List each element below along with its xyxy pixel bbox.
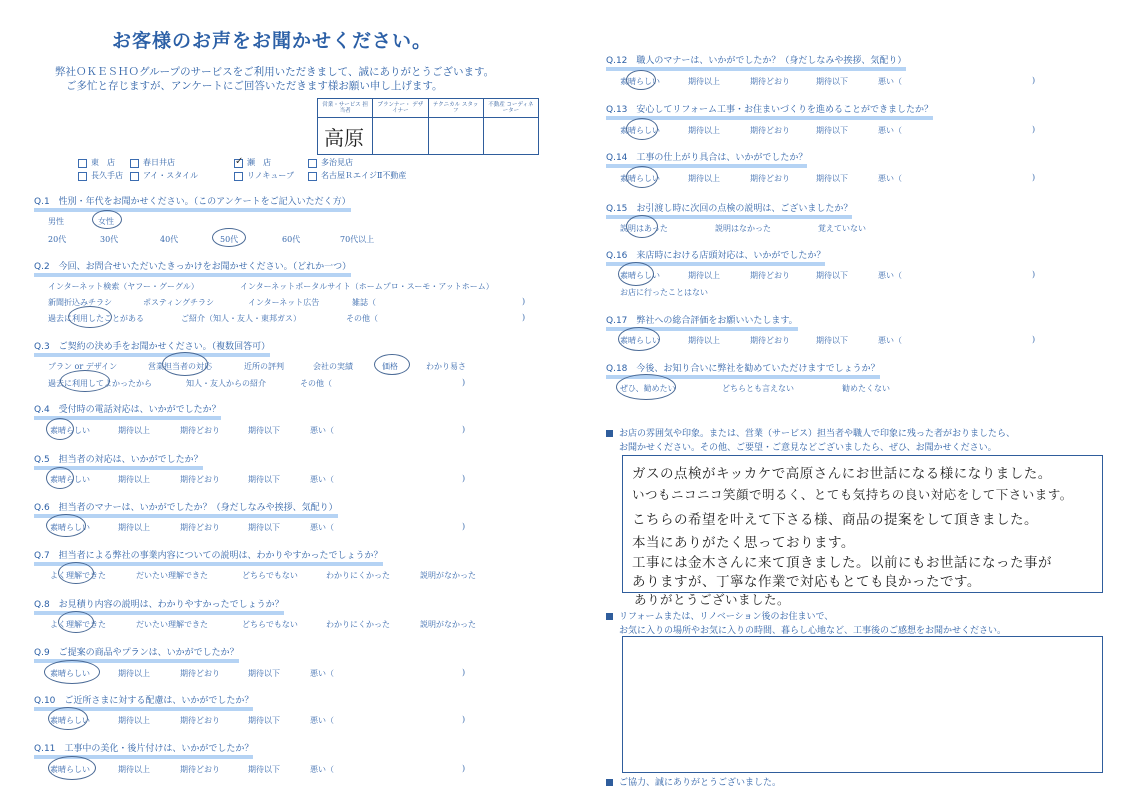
question-14: Q.14 工事の仕上がり具合は、いかがでしたか？ — [606, 153, 807, 168]
option[interactable]: 期待以上 — [688, 126, 720, 135]
paren-close: ) — [462, 715, 466, 724]
question-9: Q.9 ご提案の商品やプランは、いかがでしたか？ — [34, 648, 239, 663]
option[interactable]: 期待どおり — [180, 426, 220, 435]
question-17: Q.17 弊社への総合評価をお願いいたします。 — [606, 316, 798, 331]
option[interactable]: 知人・友人からの紹介 — [186, 379, 266, 388]
answer-circle — [46, 514, 86, 537]
option-selected[interactable]: 素晴らしい — [50, 669, 90, 678]
option[interactable]: 期待以上 — [688, 77, 720, 86]
option[interactable]: ポスティングチラシ — [143, 298, 215, 307]
checkbox-icon — [130, 159, 139, 168]
option[interactable]: 期待どおり — [180, 716, 220, 725]
question-18: Q.18 今後、お知り合いに弊社を勧めていただけますでしょうか？ — [606, 364, 880, 379]
comment-prompt-2: お聞かせください。その他、ご要望・ご意見などございましたら、ぜひ、お聞かせください。 — [619, 443, 997, 453]
sales-staff-name[interactable]: 高原 — [324, 126, 364, 150]
option-selected[interactable]: 女性 — [98, 217, 114, 226]
option[interactable]: 期待以上 — [688, 174, 720, 183]
option[interactable]: プラン or デザイン — [48, 362, 118, 371]
option[interactable]: 説明がなかった — [420, 571, 476, 580]
option[interactable]: 期待以下 — [816, 336, 848, 345]
option[interactable]: 悪い（ — [878, 174, 902, 183]
option[interactable]: 期待以上 — [118, 426, 150, 435]
option[interactable]: その他（ — [346, 314, 378, 323]
store-renocube[interactable]: リノキューブ — [234, 170, 294, 181]
option[interactable]: 説明がなかった — [420, 620, 476, 629]
option[interactable]: 悪い（ — [310, 475, 334, 484]
option[interactable]: 期待以下 — [248, 475, 280, 484]
option-selected[interactable]: 過去に利用してよかったから — [48, 379, 152, 388]
answer-circle — [618, 327, 660, 351]
option-selected[interactable]: 素晴らしい — [620, 174, 660, 183]
closing-message: ご協力、誠にありがとうございました。 — [606, 775, 781, 788]
comment-prompt-1: お店の雰囲気や印象。または、営業（サービス）担当者や職人で印象に残った者がおりましたら、 — [606, 426, 1015, 439]
question-8: Q.8 お見積り内容の説明は、わかりやすかったでしょうか？ — [34, 600, 284, 615]
option[interactable]: 悪い（ — [878, 336, 902, 345]
handwritten-line: こちらの希望を叶えて下さる様、商品の提案をして頂きました。 — [632, 512, 1038, 528]
option[interactable]: 期待以下 — [816, 271, 848, 280]
option[interactable]: だいたい理解できた — [136, 620, 208, 629]
option[interactable]: わかり易さ — [426, 362, 466, 371]
paren-close: ) — [1032, 125, 1036, 134]
paren-close: ) — [522, 313, 526, 322]
store-seto[interactable]: ✓ 瀬 店 — [235, 155, 271, 167]
store-east[interactable]: 東 店 — [78, 157, 115, 168]
option[interactable]: 期待どおり — [750, 126, 790, 135]
question-13: Q.13 安心してリフォーム工事・お住まいづくりを進めることができましたか？ — [606, 105, 933, 120]
bullet-square-icon — [606, 613, 613, 620]
option[interactable]: ご紹介（知人・友人・東邦ガス） — [181, 314, 301, 323]
checkbox-icon — [308, 159, 317, 168]
checkbox-icon — [78, 172, 87, 181]
question-12: Q.12 職人のマナーは、いかがでしたか？（身だしなみや挨拶、気配り） — [606, 56, 906, 71]
answer-circle — [212, 228, 246, 247]
option-selected[interactable]: 素晴らしい — [620, 271, 660, 280]
option[interactable]: 期待以下 — [816, 126, 848, 135]
option-selected[interactable]: 素晴らしい — [620, 336, 660, 345]
question-2: Q.2 今回、お問合せいただいたきっかけをお聞かせください。（どれか一つ） — [34, 262, 351, 277]
option[interactable]: 新聞折込みチラシ — [48, 298, 112, 307]
checkbox-icon — [308, 172, 317, 181]
option[interactable]: 悪い（ — [310, 669, 334, 678]
option[interactable]: 期待どおり — [180, 523, 220, 532]
paren-close: ) — [522, 297, 526, 306]
option[interactable]: 期待どおり — [180, 765, 220, 774]
store-kasugai[interactable]: 春日井店 — [130, 157, 175, 168]
paren-close: ) — [1032, 270, 1036, 279]
option-selected[interactable]: 素晴らしい — [620, 126, 660, 135]
option-selected[interactable]: 過去に利用したことがある — [48, 314, 144, 323]
paren-close: ) — [462, 474, 466, 483]
option[interactable]: 期待以下 — [248, 669, 280, 678]
handwritten-line: 本当にありがたく思っております。 — [632, 535, 855, 551]
option[interactable]: 悪い（ — [310, 765, 334, 774]
option-selected[interactable]: 素晴らしい — [50, 716, 90, 725]
option[interactable]: 期待どおり — [750, 271, 790, 280]
option-selected[interactable]: よく理解できた — [50, 620, 106, 629]
comment-box-after-work[interactable] — [622, 636, 1103, 773]
comment2-prompt-1: リフォームまたは、リノベーション後のお住まいで、 — [606, 609, 833, 622]
option[interactable]: 雑誌（ — [352, 298, 376, 307]
option-selected[interactable]: 素晴らしい — [50, 426, 90, 435]
option[interactable]: 悪い（ — [310, 426, 334, 435]
option[interactable]: 期待以下 — [816, 174, 848, 183]
handwritten-line: 工事には金木さんに来て頂きました。以前にもお世話になった事が — [632, 555, 1052, 571]
answer-circle — [162, 352, 208, 376]
option-selected[interactable]: 説明はあった — [620, 224, 668, 233]
answer-circle — [44, 660, 100, 684]
option-selected[interactable]: 営業担当者の対応 — [148, 362, 212, 371]
answer-circle — [48, 756, 96, 780]
staff-header-planner: プランナー・ デザイナー — [373, 99, 427, 118]
option[interactable]: 説明はなかった — [715, 224, 771, 233]
option[interactable]: 60代 — [282, 235, 301, 244]
option-selected[interactable]: 価格 — [382, 362, 398, 371]
option[interactable]: インターネット広告 — [248, 298, 320, 307]
question-11: Q.11 工事中の美化・後片付けは、いかがでしたか？ — [34, 744, 253, 759]
checkbox-icon — [234, 172, 243, 181]
store-nagakute[interactable]: 長久手店 — [78, 170, 123, 181]
option[interactable]: 悪い（ — [310, 523, 334, 532]
option[interactable]: 期待以下 — [248, 765, 280, 774]
question-1: Q.1 性別・年代をお聞かせください。（このアンケートをご記入いただく方） — [34, 197, 351, 212]
answer-circle — [68, 306, 112, 328]
option[interactable]: 会社の実績 — [313, 362, 353, 371]
paren-close: ) — [462, 378, 466, 387]
option[interactable]: 期待どおり — [750, 174, 790, 183]
question-7: Q.7 担当者による弊社の事業内容についての説明は、わかりやすかったでしょうか？ — [34, 551, 383, 566]
option[interactable]: 期待以上 — [118, 716, 150, 725]
option[interactable]: 20代 — [48, 235, 67, 244]
option-selected[interactable]: 素晴らしい — [50, 475, 90, 484]
answer-circle — [46, 418, 74, 440]
option[interactable]: 期待どおり — [180, 475, 220, 484]
answer-circle — [626, 118, 658, 140]
option[interactable]: 悪い（ — [878, 77, 902, 86]
answer-circle — [60, 370, 110, 392]
option[interactable]: 期待以上 — [688, 336, 720, 345]
store-istyle[interactable]: アイ・スタイル — [130, 170, 198, 181]
option[interactable]: 近所の評判 — [244, 362, 284, 371]
staff-header-technical: テクニカル スタッフ — [429, 99, 483, 118]
planner-field[interactable] — [373, 118, 427, 154]
answer-circle — [48, 707, 88, 730]
question-16: Q.16 来店時における店頭対応は、いかがでしたか？ — [606, 251, 825, 266]
handwritten-line: ガスの点検がキッカケで高原さんにお世話になる様になりました。 — [632, 466, 1052, 482]
option-selected[interactable]: 素晴らしい — [50, 523, 90, 532]
option[interactable]: お店に行ったことはない — [620, 288, 708, 297]
option[interactable]: 期待以上 — [118, 765, 150, 774]
option-selected[interactable]: 素晴らしい — [620, 77, 660, 86]
option[interactable]: インターネットポータルサイト（ホームプロ・スーモ・アットホーム） — [240, 282, 494, 291]
store-nagoya-r[interactable]: 名古屋ＲエイジⅡ不動産 — [308, 170, 406, 181]
option[interactable]: 40代 — [160, 235, 179, 244]
option[interactable]: インターネット検索（ヤフー・グーグル） — [48, 282, 199, 291]
answer-circle — [46, 467, 74, 489]
option[interactable]: 悪い（ — [878, 126, 902, 135]
staff-header-realestate: 不動産 コーディネーター — [484, 99, 538, 118]
option[interactable]: 期待どおり — [750, 336, 790, 345]
answer-circle — [58, 562, 94, 584]
option[interactable]: 男性 — [48, 217, 64, 226]
answer-circle — [626, 70, 656, 90]
handwritten-line: いつもニコニコ笑顔で明るく、とても気持ちの良い対応をして下さいます。 — [632, 487, 1073, 502]
intro-line-1: 弊社ＯＫＥＳＨＯグループのサービスをご利用いただきまして、誠にありがとうございます。 — [55, 66, 495, 78]
intro-line-2: ご多忙と存じますが、アンケートにご回答いただきます様お願い申し上げます。 — [66, 80, 443, 92]
answer-circle — [616, 374, 676, 400]
option[interactable]: 期待以下 — [248, 716, 280, 725]
option-selected[interactable]: 50代 — [220, 235, 239, 244]
paren-close: ) — [462, 522, 466, 531]
option[interactable]: 期待以上 — [118, 669, 150, 678]
comment2-prompt-2: お気に入りの場所やお気に入りの時間、暮らし心地など、工事後のご感想をお聞かせください。 — [619, 626, 1007, 636]
option[interactable]: どちらでもない — [242, 571, 298, 580]
question-6: Q.6 担当者のマナーは、いかがでしたか？（身だしなみや挨拶、気配り） — [34, 503, 338, 518]
checked-checkbox-icon: ✓ — [235, 155, 244, 167]
question-4: Q.4 受付時の電話対応は、いかがでしたか？ — [34, 405, 221, 420]
store-tajimi[interactable]: 多治見店 — [308, 157, 353, 168]
answer-circle — [618, 262, 654, 286]
handwritten-line: ありますが、丁寧な作業で対応もとても良かったです。 — [632, 574, 981, 590]
option[interactable]: 30代 — [100, 235, 119, 244]
checkbox-icon — [130, 172, 139, 181]
option[interactable]: わかりにくかった — [326, 620, 390, 629]
option[interactable]: 悪い（ — [310, 716, 334, 725]
option[interactable]: 期待以下 — [248, 426, 280, 435]
checkbox-icon — [78, 159, 87, 168]
option[interactable]: 勧めたくない — [842, 384, 890, 393]
option[interactable]: だいたい理解できた — [136, 571, 208, 580]
answer-circle — [626, 215, 658, 238]
paren-close: ) — [1032, 173, 1036, 182]
answer-circle — [92, 210, 122, 229]
staff-table — [317, 98, 539, 155]
option[interactable]: 期待以上 — [118, 523, 150, 532]
answer-circle — [626, 166, 658, 188]
option[interactable]: どちらでもない — [242, 620, 298, 629]
bullet-square-icon — [606, 430, 613, 437]
question-10: Q.10 ご近所さまに対する配慮は、いかがでしたか？ — [34, 696, 253, 711]
paren-close: ) — [1032, 335, 1036, 344]
option[interactable]: 期待どおり — [750, 77, 790, 86]
question-5: Q.5 担当者の対応は、いかがでしたか？ — [34, 455, 203, 470]
option[interactable]: 覚えていない — [818, 224, 866, 233]
option[interactable]: 70代以上 — [340, 235, 375, 244]
option[interactable]: わかりにくかった — [326, 571, 390, 580]
option[interactable]: 期待以下 — [816, 77, 848, 86]
option-selected[interactable]: ぜひ、勧めたい — [620, 384, 676, 393]
paren-close: ) — [462, 764, 466, 773]
paren-close: ) — [462, 425, 466, 434]
bullet-square-icon — [606, 779, 613, 786]
realestate-field[interactable] — [484, 118, 538, 154]
option[interactable]: 悪い（ — [878, 271, 902, 280]
paren-close: ) — [462, 668, 466, 677]
question-15: Q.15 お引渡し時に次回の点検の説明は、ございましたか？ — [606, 204, 852, 219]
question-3: Q.3 ご契約の決め手をお聞かせください。（複数回答可） — [34, 342, 270, 357]
option-selected[interactable]: よく理解できた — [50, 571, 106, 580]
option[interactable]: 期待以上 — [118, 475, 150, 484]
staff-header-sales: 営業・サービス 担当者 — [318, 99, 372, 118]
paren-close: ) — [1032, 76, 1036, 85]
answer-circle — [58, 611, 94, 633]
option[interactable]: どちらとも言えない — [722, 384, 794, 393]
option[interactable]: 期待以下 — [248, 523, 280, 532]
option[interactable]: その他（ — [300, 379, 332, 388]
survey-title: お客様のお声をお聞かせください。 — [112, 30, 433, 52]
option-selected[interactable]: 素晴らしい — [50, 765, 90, 774]
technical-field[interactable] — [429, 118, 483, 154]
option[interactable]: 期待以上 — [688, 271, 720, 280]
handwritten-line: ありがとうございました。 — [634, 592, 791, 607]
answer-circle — [374, 354, 410, 375]
option[interactable]: 期待どおり — [180, 669, 220, 678]
